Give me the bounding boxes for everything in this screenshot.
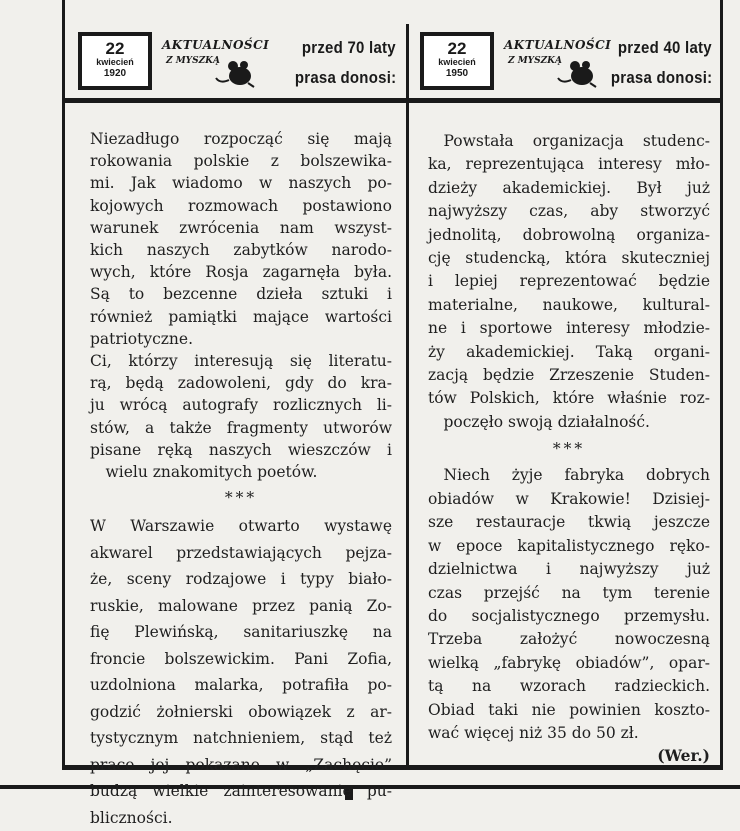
text-line: materialne, naukowe, kultural- <box>428 295 710 314</box>
text-line: dzieży akademickiej. Był już <box>428 178 710 197</box>
right-header <box>420 30 712 94</box>
section-separator: *** <box>224 489 258 508</box>
column-divider <box>406 24 409 768</box>
text-line: ruskie, malowane przez panią Zo- <box>90 596 392 615</box>
text-line: poczęło swoją działalność. <box>443 412 650 431</box>
text-line: rokowania polskie z bolszewika- <box>90 152 392 171</box>
text-line: bliczności. <box>90 808 173 827</box>
text-line: W Warszawie otwarto wystawę <box>90 517 392 536</box>
text-line: prace jej pokazane w „Zachęcie” <box>90 755 392 774</box>
since-label: przed 40 laty <box>617 38 712 57</box>
author-signature: (Wer.) <box>657 746 710 766</box>
text-line: jednolitą, dobrowolną organiza- <box>428 225 710 244</box>
text-line: tów Polskich, które właśnie roz- <box>428 389 710 408</box>
text-line: pisane ręką naszych wieszczów i <box>90 440 392 459</box>
left-article-column <box>90 128 392 831</box>
right-article-column <box>428 130 710 768</box>
date-month: kwiecień <box>96 57 134 67</box>
left-header <box>78 30 396 94</box>
text-line: tystycznym natchnieniem, stąd też <box>90 729 392 748</box>
logo-subtitle: Z MYSZKĄ <box>508 56 562 66</box>
date-year: 1920 <box>103 68 127 79</box>
press-label: prasa donosi: <box>610 68 712 87</box>
text-line: zacją będzie Zrzeszenie Studen- <box>428 366 710 385</box>
text-line: froncie bolszewickim. Pani Zofia, <box>90 649 392 668</box>
text-line: sze restauracje tkwią jeszcze <box>428 513 710 532</box>
since-label: przed 70 laty <box>301 38 396 57</box>
text-line: do socjalistycznego przemysłu. <box>428 606 710 625</box>
frame-right-rule <box>720 0 723 768</box>
text-line: ne i sportowe interesy młodzie- <box>428 319 710 338</box>
text-line: wielką „fabrykę obiadów”, opar- <box>428 653 710 672</box>
text-line: również pamiątki mające wartości <box>90 307 392 326</box>
text-line: mi. Jak wiadomo w naszych po- <box>90 174 392 193</box>
text-line: rą, będą zadowoleni, gdy do kra- <box>90 374 392 393</box>
text-line: że, sceny rodzajowe i typy biało- <box>90 570 392 589</box>
mouse-icon <box>214 58 258 88</box>
text-line: i lepiej reprezentować będzie <box>428 272 710 291</box>
text-line: budzą wielkie zainteresowanie pu- <box>90 782 392 801</box>
text-line: wych, które Rosja zagarnęła była. <box>90 263 392 282</box>
text-line: fię Plewińską, sanitariuszkę na <box>90 623 392 642</box>
text-line: akwarel przedstawiających pejza- <box>90 543 392 562</box>
section-separator: *** <box>552 440 586 459</box>
text-line: ju wrócą autografy rozlicznych li- <box>90 396 392 415</box>
text-line: patriotyczne. <box>90 329 194 348</box>
text-line: cję studencką, która skuteczniej <box>428 249 710 268</box>
article-1920-paragraph-2 <box>90 350 392 483</box>
text-line: Są to bezcenne dzieła sztuki i <box>90 285 392 304</box>
logo-title: AKTUALNOŚCI <box>162 38 270 52</box>
text-line: Obiad taki nie powinien koszto- <box>428 700 710 719</box>
date-year: 1950 <box>445 68 469 79</box>
text-line: wać więcej niż 35 do 50 zł. <box>428 723 639 742</box>
date-box-1950 <box>420 32 494 90</box>
text-line: ka, reprezentująca interesy mło- <box>428 155 710 174</box>
text-line: kich naszych zabytków narodo- <box>90 241 392 260</box>
text-line: dzielnictwa i najwyższy już <box>428 560 710 579</box>
text-line: godzić żołnierski obowiązek z ar- <box>90 702 392 721</box>
text-line: kojowych rozmowach postawiono <box>90 196 392 215</box>
date-box-1920 <box>78 32 152 90</box>
text-line: stów, a także fragmenty utworów <box>90 418 392 437</box>
text-line: Niech żyje fabryka dobrych <box>443 466 710 485</box>
header-rule-right <box>406 98 723 103</box>
mouse-icon <box>556 58 600 88</box>
article-1950-paragraph-2 <box>428 464 710 745</box>
text-line: Powstała organizacja studenc- <box>443 132 710 150</box>
article-1950-paragraph-1 <box>428 130 710 434</box>
text-line: tą na wzorach radzieckich. <box>428 677 710 696</box>
text-line: Ci, którzy interesują się literatu- <box>90 352 392 371</box>
text-line: czas przejść na tym terenie <box>428 583 710 602</box>
text-line: wielu znakomitych poetów. <box>105 463 318 482</box>
text-line: ży akademickiej. Taką organi- <box>428 342 710 361</box>
text-line: obiadów w Krakowie! Dzisiej- <box>428 489 710 508</box>
frame-left-rule <box>62 0 65 768</box>
text-line: uzdolniona malarka, potrafiła po- <box>90 676 392 695</box>
date-day: 22 <box>447 39 467 58</box>
article-1920-paragraph-3 <box>90 513 392 831</box>
text-line: w epoce kapitalistycznego ręko- <box>428 536 710 555</box>
text-line: Trzeba założyć nowoczesną <box>428 630 710 649</box>
aktualnosci-logo <box>504 36 612 88</box>
article-1920-paragraph-1 <box>90 128 392 350</box>
aktualnosci-logo <box>162 36 270 88</box>
press-label: prasa donosi: <box>294 68 396 87</box>
text-line: warunek zwrócenia nam wszyst- <box>90 218 392 237</box>
date-month: kwiecień <box>438 57 476 67</box>
text-line: Niezadługo rozpocząć się mają <box>90 130 392 148</box>
logo-title: AKTUALNOŚCI <box>504 38 612 52</box>
logo-subtitle: Z MYSZKĄ <box>166 56 220 66</box>
header-rule-left <box>62 98 408 103</box>
date-day: 22 <box>105 39 125 58</box>
text-line: najwyższy czas, aby stworzyć <box>428 202 710 221</box>
